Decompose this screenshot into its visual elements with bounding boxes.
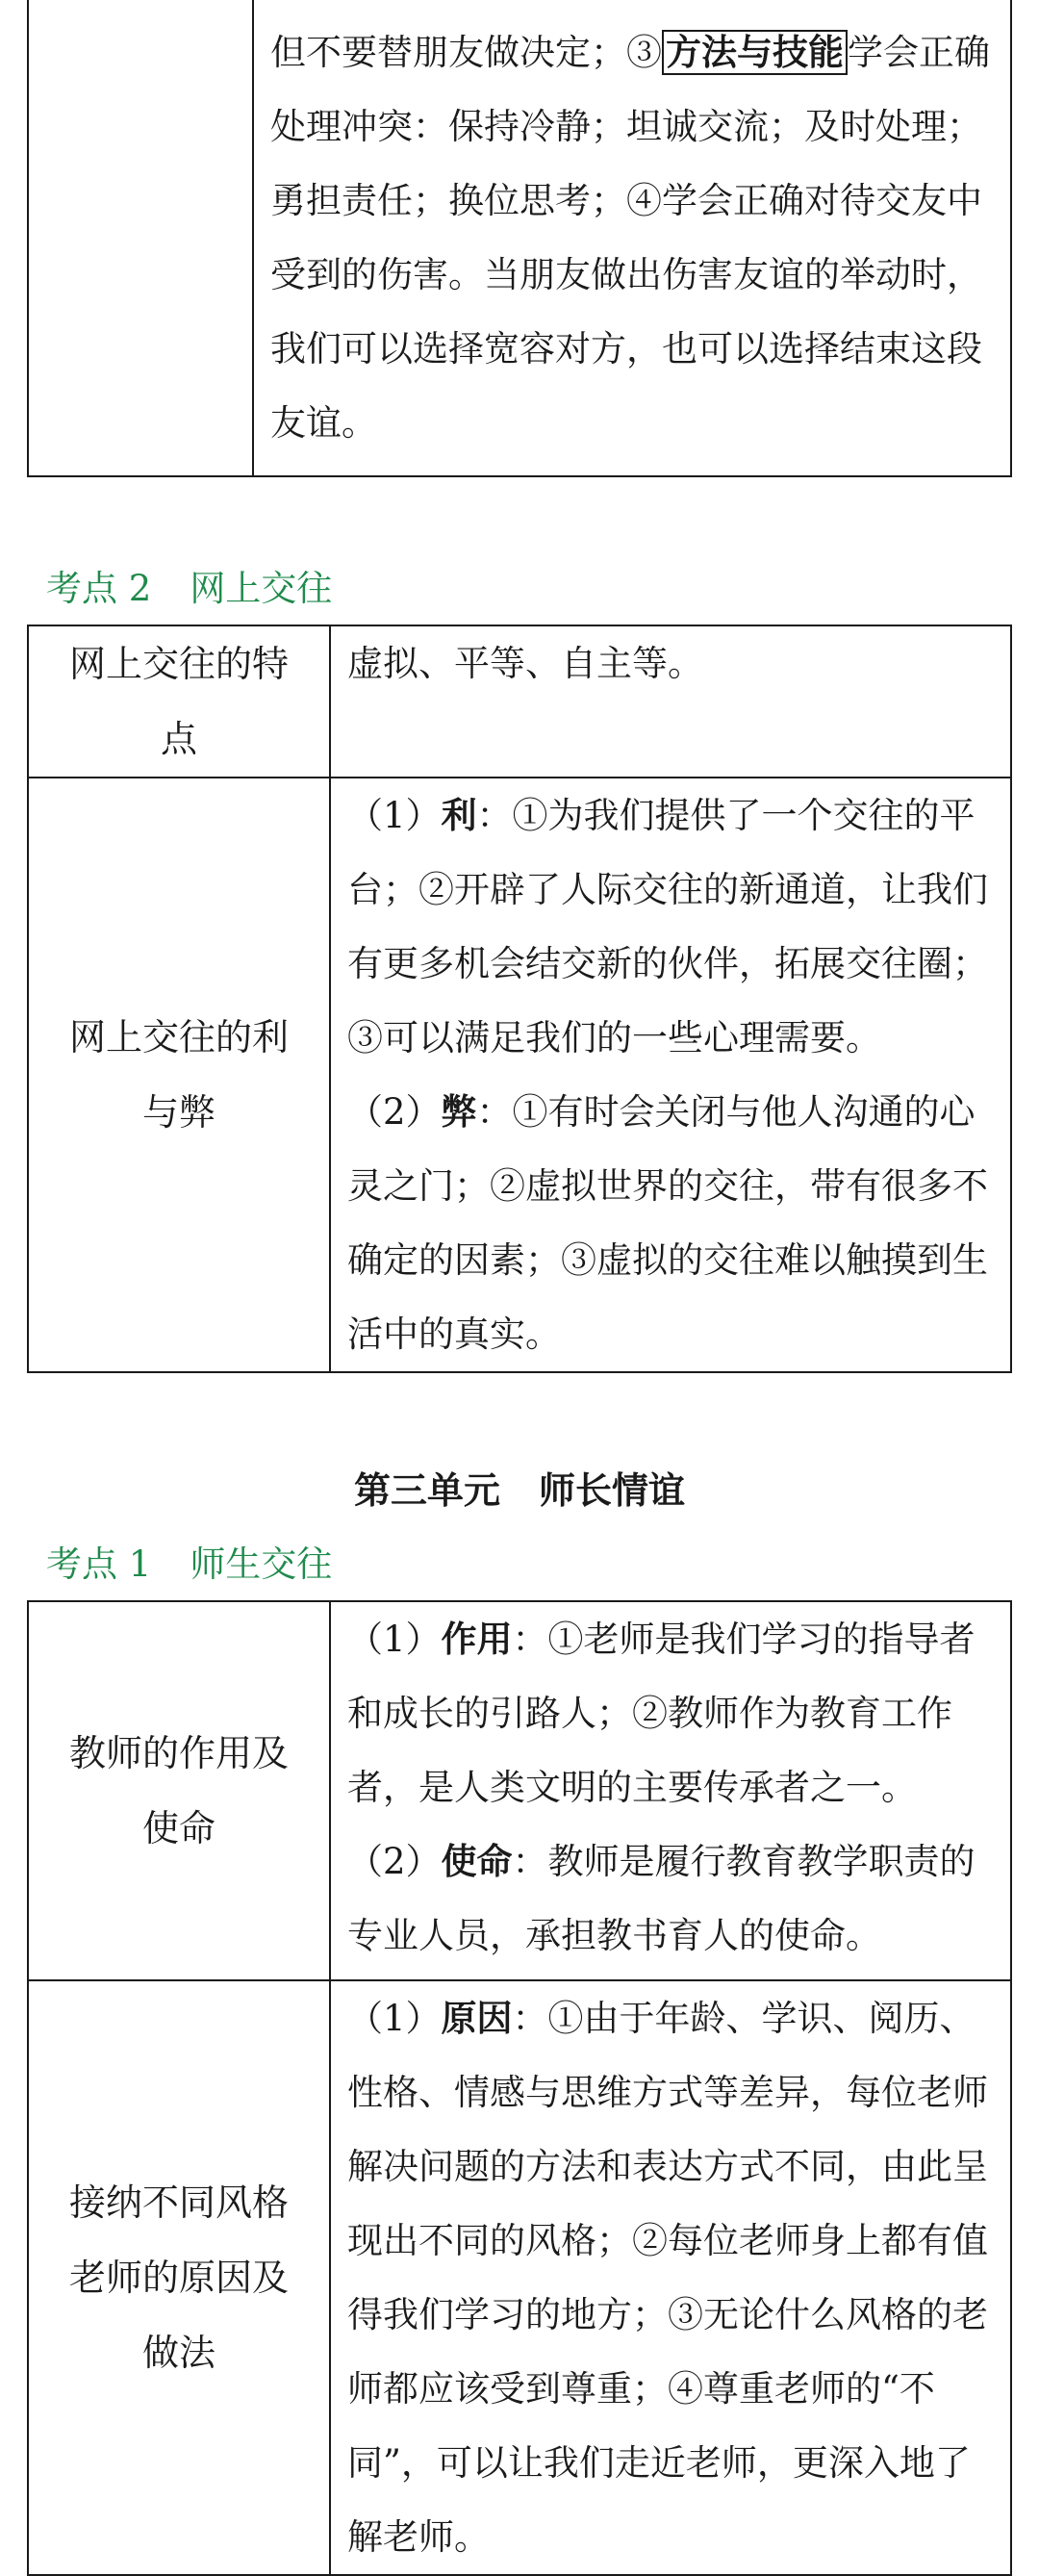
text-segment: ：①为我们提供了一个交往的平台；②开辟了人际交往的新通道，让我们有更多机会结交新的伙伴，拓展交往圈；③可以满足我们的一些心理需要。 xyxy=(347,795,988,1058)
row-header-cell xyxy=(28,1980,330,2575)
bold-keyword: 作用 xyxy=(441,1619,513,1660)
table-row xyxy=(28,778,1011,1372)
paragraph xyxy=(347,1824,995,1973)
heading-title: 师生交往 xyxy=(190,1543,333,1585)
paragraph: 虚拟、平等、自主等。 xyxy=(347,643,703,684)
boxed-keyword: 方法与技能 xyxy=(662,30,848,75)
row-header: 网上交往的特点 xyxy=(68,643,289,760)
content-cell xyxy=(330,1601,1011,1980)
text-segment: （1） xyxy=(347,1619,442,1660)
bold-keyword: 原因 xyxy=(441,1998,513,2039)
section-heading-kaodian1 xyxy=(46,1542,332,1588)
text-segment: ：①有时会关闭与他人沟通的心灵之门；②虚拟世界的交往，带有很多不确定的因素；③虚拟的交往难以触摸到生活中的真实。 xyxy=(347,1091,988,1355)
content-cell xyxy=(253,0,1011,476)
table-row xyxy=(28,625,1011,778)
text-segment: （1） xyxy=(347,795,442,836)
unit-number: 第三单元 xyxy=(353,1469,500,1512)
content-cell xyxy=(330,778,1011,1372)
paragraph xyxy=(347,778,995,1075)
table-online-communication xyxy=(27,625,1012,1373)
table-row xyxy=(28,1601,1011,1980)
text-segment: ：教师是履行教育教学职责的专业人员，承担教书育人的使命。 xyxy=(347,1841,976,1956)
row-header-cell xyxy=(28,778,330,1372)
table-teacher-student xyxy=(27,1600,1012,2576)
text-segment: （1） xyxy=(347,1998,442,2039)
unit-title xyxy=(0,1467,1039,1515)
bold-keyword: 弊 xyxy=(441,1091,477,1133)
row-header: 教师的作用及使命 xyxy=(68,1732,289,1849)
row-header-cell xyxy=(28,1601,330,1980)
section-heading-kaodian2 xyxy=(46,566,332,612)
table-friendship-continued xyxy=(27,0,1012,477)
paragraph xyxy=(347,1981,995,2574)
heading-label: 考点 2 xyxy=(46,568,152,609)
heading-label: 考点 1 xyxy=(46,1543,152,1585)
text-segment: （2） xyxy=(347,1091,442,1133)
text-segment: （2） xyxy=(347,1841,442,1882)
heading-title: 网上交往 xyxy=(190,568,333,609)
paragraph xyxy=(347,1075,995,1371)
row-header: 网上交往的利与弊 xyxy=(68,1016,289,1134)
empty-header-cell xyxy=(28,0,253,476)
table-row xyxy=(28,0,1011,476)
text-segment: ：①由于年龄、学识、阅历、性格、情感与思维方式等差异，每位老师解决问题的方法和表达方式不同，由此呈现出不同的风格；②每位老师身上都有值得我们学习的地方；③无论什么风格的老师都应该受到尊重；④尊重老师的“不同”，可以让我们走近老师，更深入地了解老师。 xyxy=(347,1998,988,2558)
row-header: 接纳不同风格老师的原因及做法 xyxy=(68,2181,289,2374)
content-cell xyxy=(330,625,1011,778)
text-segment: ：①老师是我们学习的指导者和成长的引路人；②教师作为教育工作者，是人类文明的主要传承者之一。 xyxy=(347,1619,976,1808)
paragraph xyxy=(347,1602,995,1824)
text-segment: 学会正确处理冲突：保持冷静；坦诚交流；及时处理；勇担责任；换位思考；④学会正确对待交友中受到的伤害。当朋友做出伤害友谊的举动时，我们可以选择宽容对方，也可以选择结束这段友谊。 xyxy=(270,32,990,444)
text-segment: 但不要替朋友做决定；③ xyxy=(270,32,662,73)
unit-name: 师长情谊 xyxy=(539,1469,686,1512)
row-header-cell xyxy=(28,625,330,778)
table-row xyxy=(28,1980,1011,2575)
bold-keyword: 使命 xyxy=(441,1841,513,1882)
content-cell xyxy=(330,1980,1011,2575)
paragraph xyxy=(270,15,995,460)
bold-keyword: 利 xyxy=(441,795,477,836)
